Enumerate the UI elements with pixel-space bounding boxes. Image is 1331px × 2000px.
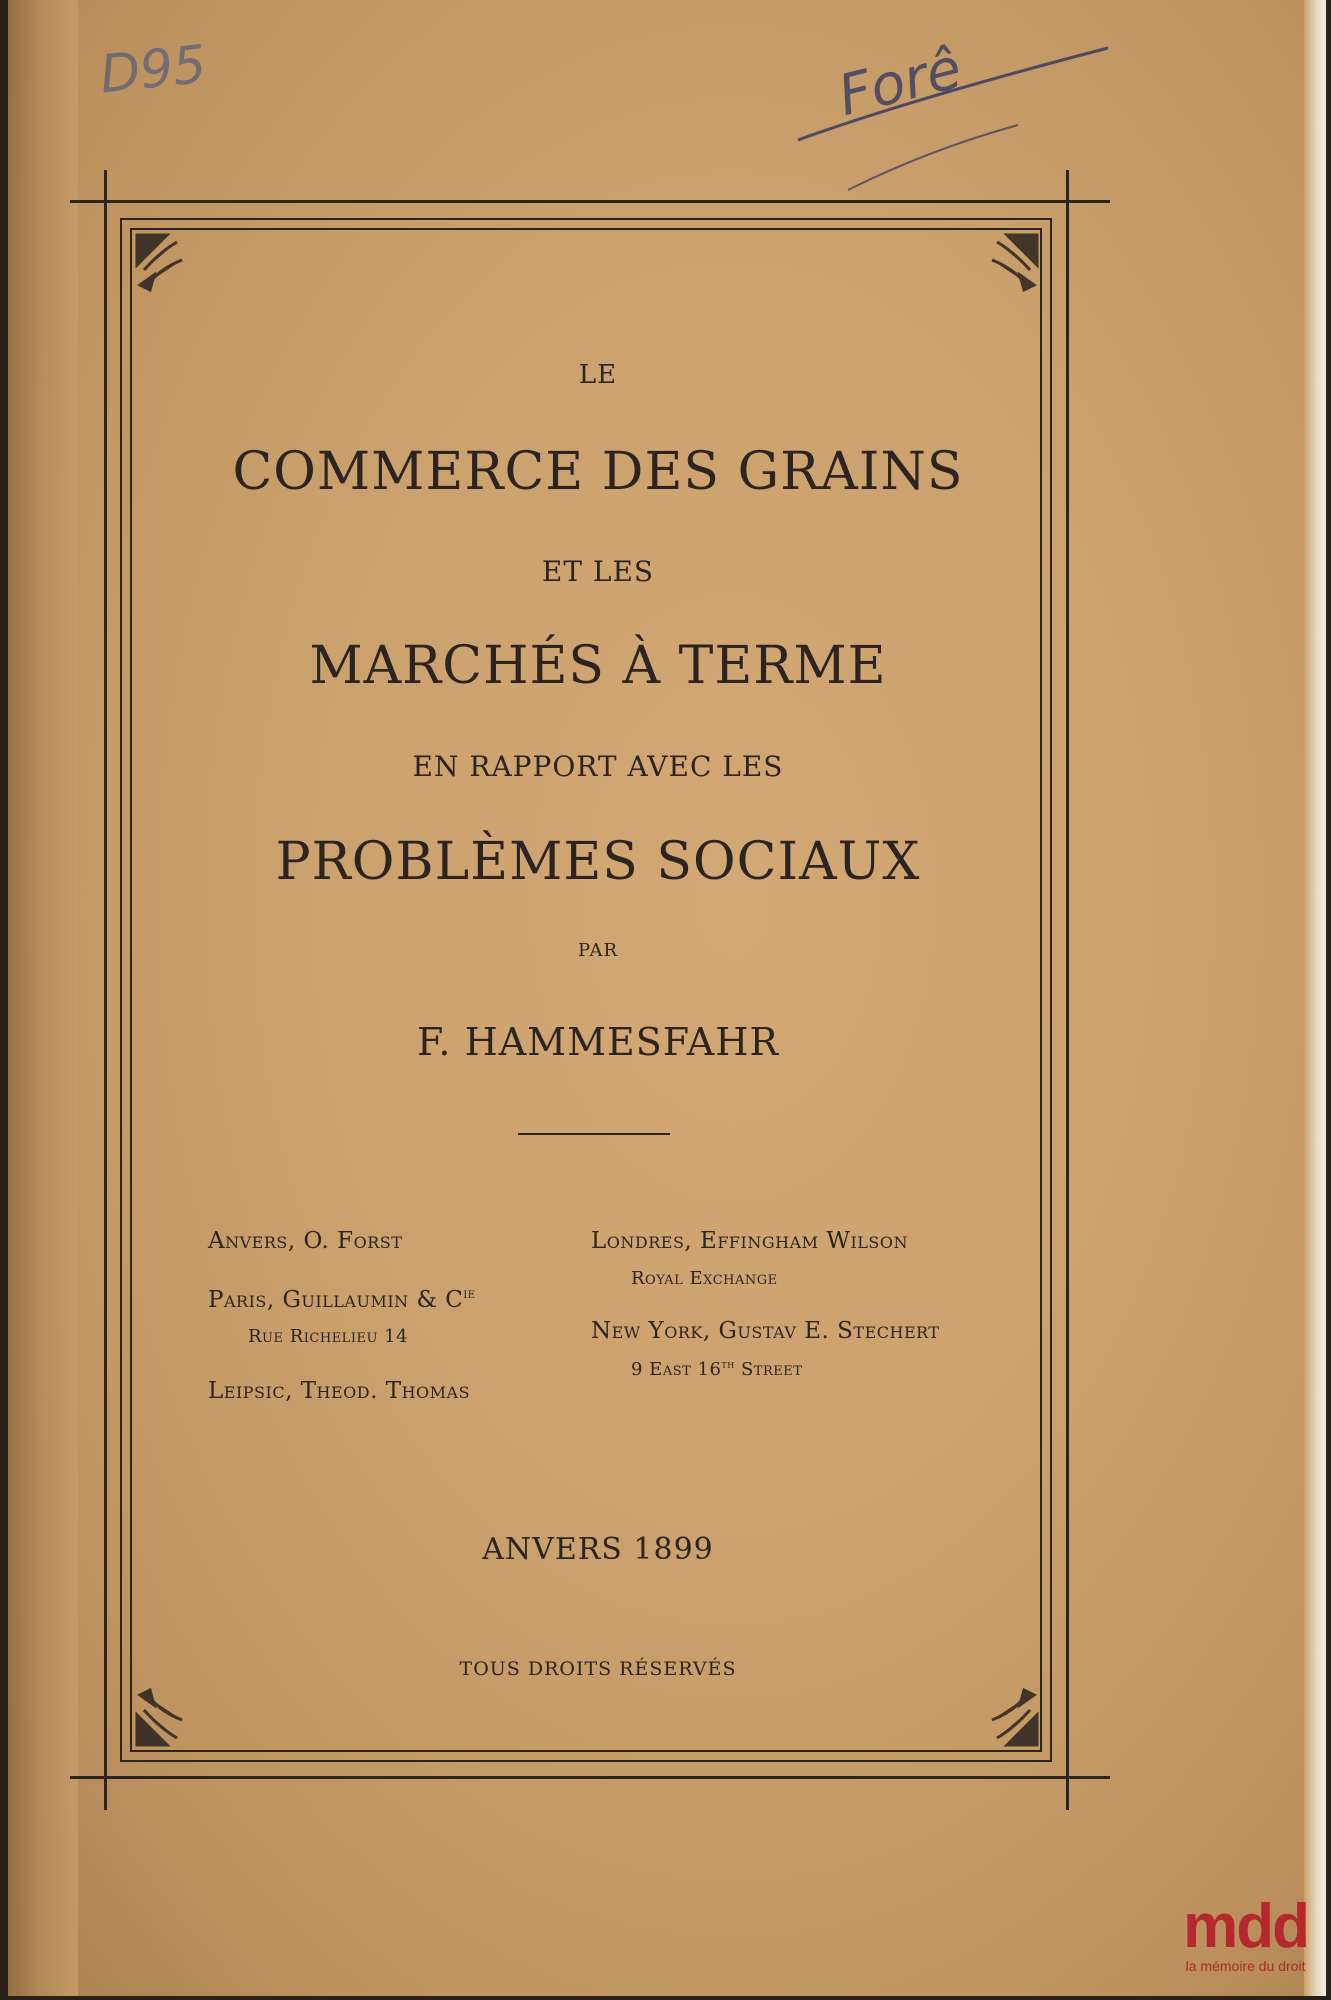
title-le: LE xyxy=(578,360,618,390)
top-rule xyxy=(70,200,1110,203)
mdd-logo-word: mdd xyxy=(1183,1892,1308,1961)
publisher-new-york-address: 9 East 16th Street xyxy=(631,1358,803,1380)
mdd-logo-tagline: la mémoire du droit xyxy=(1185,1958,1306,1974)
publisher-londres: Londres, Effingham Wilson xyxy=(591,1228,908,1254)
handwritten-number: D95 xyxy=(97,34,210,106)
title-par: PAR xyxy=(577,940,618,961)
spine-edge xyxy=(8,0,78,1996)
title-divider xyxy=(518,1133,670,1135)
corner-ornament-bottom-right-icon xyxy=(972,1680,1042,1750)
publisher-leipsic: Leipsic, Theod. Thomas xyxy=(208,1378,471,1404)
title-problemes-sociaux: PROBLÈMES SOCIAUX xyxy=(275,832,921,892)
publisher-paris: Paris, Guillaumin & $C^{ie}$ xyxy=(208,1286,476,1313)
corner-ornament-bottom-left-icon xyxy=(132,1680,202,1750)
corner-ornament-top-left-icon xyxy=(132,230,202,300)
bottom-rule xyxy=(70,1776,1110,1779)
right-rule xyxy=(1066,170,1069,1810)
corner-ornament-top-right-icon xyxy=(972,230,1042,300)
book-cover-page xyxy=(8,0,1326,1996)
handwritten-signature: Forê xyxy=(831,35,968,130)
title-en-rapport: EN RAPPORT AVEC LES xyxy=(412,750,784,783)
publisher-anvers: Anvers, O. Forst xyxy=(208,1228,403,1254)
mdd-logo xyxy=(1183,1892,1308,1974)
title-marches-a-terme: MARCHÉS À TERME xyxy=(309,636,887,696)
title-commerce-des-grains: COMMERCE DES GRAINS xyxy=(232,442,964,502)
publisher-londres-address: Royal Exchange xyxy=(631,1268,778,1289)
imprint-rights: TOUS DROITS RÉSERVÉS xyxy=(459,1658,737,1680)
publisher-paris-address: Rue Richelieu 14 xyxy=(248,1326,409,1347)
author-name: F. HAMMESFAHR xyxy=(416,1020,780,1064)
signature-stroke xyxy=(788,30,1128,200)
title-et-les: ET LES xyxy=(541,555,655,588)
torn-right-edge xyxy=(1304,0,1326,1996)
imprint-place-year: ANVERS 1899 xyxy=(482,1532,714,1567)
left-rule xyxy=(104,170,107,1810)
publisher-new-york: New York, Gustav E. Stechert xyxy=(591,1318,940,1344)
